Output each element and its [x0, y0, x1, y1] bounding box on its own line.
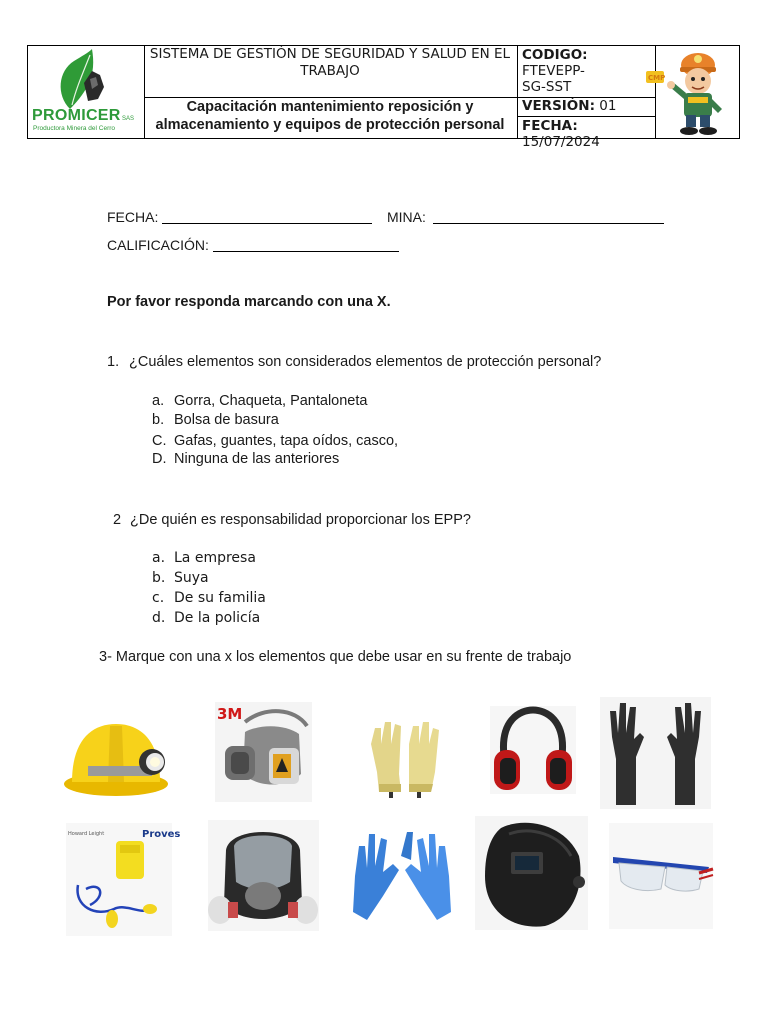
earplug-brand-right: Proves	[142, 829, 181, 840]
q2-option-b[interactable]	[152, 570, 209, 586]
q2-option-d[interactable]	[152, 610, 260, 626]
svg-text:CMP: CMP	[648, 74, 666, 82]
option-marker: b.	[152, 412, 165, 428]
half-face-respirator-icon[interactable]	[215, 702, 312, 802]
question-1	[107, 354, 601, 370]
code-value: FTEVEPP-SG-SST	[522, 63, 585, 95]
option-text: Gafas, guantes, tapa oídos, casco,	[174, 433, 399, 449]
miner-mascot-icon	[642, 49, 740, 137]
mina-input-line[interactable]	[433, 223, 664, 224]
q1-option-c[interactable]	[152, 433, 398, 449]
brand-tagline: Productora Minera del Cerro	[33, 125, 116, 132]
option-marker: D.	[152, 451, 167, 467]
leather-work-gloves-icon[interactable]	[365, 714, 445, 800]
option-marker: C.	[152, 433, 167, 449]
company-logo	[28, 46, 144, 139]
code-field	[522, 47, 652, 95]
earplug-brand-left: Howard Leight	[68, 831, 105, 837]
date-value: 15/07/2024	[522, 134, 600, 150]
question-number: 1.	[107, 354, 120, 370]
date-field	[522, 118, 600, 150]
full-face-respirator-icon[interactable]	[208, 820, 319, 931]
option-text: Suya	[174, 570, 209, 586]
q2-option-a[interactable]	[152, 550, 256, 566]
option-text: De la policía	[174, 610, 261, 626]
option-text: La empresa	[174, 550, 256, 566]
q2-option-c[interactable]	[152, 590, 266, 606]
brand-name: PROMICER	[32, 107, 121, 124]
option-marker: d.	[152, 610, 166, 626]
nitrile-gloves-icon[interactable]	[349, 816, 455, 924]
earplugs-icon[interactable]	[66, 823, 181, 936]
earmuffs-icon[interactable]	[490, 706, 576, 794]
option-marker: c.	[152, 590, 165, 606]
leaf-logo-icon	[54, 49, 114, 111]
question-number: 2	[113, 512, 122, 528]
option-marker: a.	[152, 393, 165, 409]
code-label: CODIGO:	[522, 47, 588, 63]
option-text: Gorra, Chaqueta, Pantaloneta	[174, 393, 368, 409]
question-text: ¿De quién es responsabilidad proporcionar los EPP?	[130, 512, 471, 528]
document-title: Capacitación mantenimiento reposición y almacenamiento y equipos de protección personal	[155, 99, 505, 133]
instruction-text: Por favor responda marcando con una X.	[107, 294, 391, 310]
q1-option-a[interactable]	[152, 393, 367, 409]
safety-glasses-icon[interactable]	[609, 823, 713, 929]
welding-helmet-icon[interactable]	[475, 816, 588, 930]
version-value: 01	[599, 98, 617, 114]
hard-hat-lamp-icon[interactable]	[60, 712, 172, 806]
brand-suffix: SAS	[122, 116, 135, 122]
question-3: 3- Marque con una x los elementos que debe usar en su frente de trabajo	[99, 649, 572, 665]
rubber-gloves-icon[interactable]	[600, 697, 711, 809]
version-field	[522, 98, 616, 114]
question-2	[113, 512, 471, 528]
respirator-brand: 3M	[217, 705, 243, 723]
calificacion-input-line[interactable]	[213, 251, 399, 252]
question-text: ¿Cuáles elementos son considerados elementos de protección personal?	[129, 354, 602, 370]
option-text: De su familia	[174, 590, 266, 606]
divider	[517, 46, 518, 138]
option-marker: b.	[152, 570, 166, 586]
option-text: Bolsa de basura	[174, 412, 279, 428]
calificacion-label: CALIFICACIÓN:	[107, 237, 209, 253]
fecha-input-line[interactable]	[162, 223, 372, 224]
mina-label: MINA:	[387, 209, 426, 225]
version-label: VERSIÓN:	[522, 98, 595, 114]
q1-option-b[interactable]	[152, 412, 279, 428]
q1-option-d[interactable]	[152, 451, 339, 467]
fecha-label: FECHA:	[107, 209, 159, 225]
divider	[517, 116, 655, 117]
date-label: FECHA:	[522, 118, 578, 134]
option-text: Ninguna de las anteriores	[174, 451, 340, 467]
header-table	[27, 45, 740, 150]
system-title: SISTEMA DE GESTIÓN DE SEGURIDAD Y SALUD EN EL TRABAJO	[149, 46, 511, 79]
option-marker: a.	[152, 550, 166, 566]
